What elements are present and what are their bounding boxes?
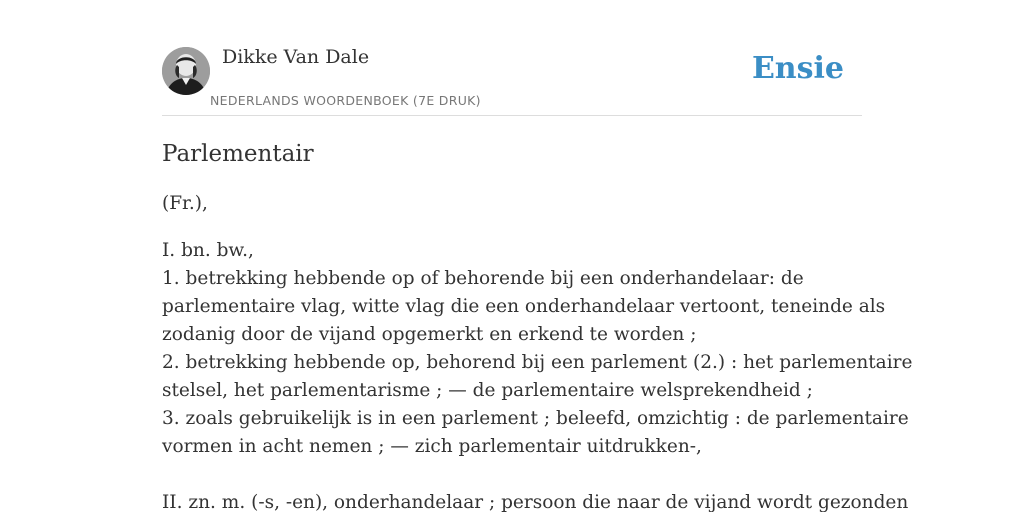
paragraph-spacer — [162, 461, 862, 489]
header — [162, 0, 862, 116]
author-name[interactable]: Dikke Van Dale — [222, 46, 370, 68]
dictionary-entry — [162, 139, 913, 512]
definition-line: II. zn. m. (-s, -en), onderhandelaar ; persoon die naar de vijand wordt gezonden — [162, 492, 909, 512]
entry-title: Parlementair — [162, 141, 314, 167]
definition-line: I. bn. bw., — [162, 240, 254, 261]
definition-line: zodanig door de vijand opgemerkt en erkend te worden ; — [162, 324, 697, 345]
definition-line: 1. betrekking hebbende op of behorende bij een onderhandelaar: de — [162, 268, 804, 289]
definition-line: 3. zoals gebruikelijk is in een parlement ; beleefd, omzichtig : de parlementaire — [162, 408, 909, 429]
source-label[interactable]: NEDERLANDS WOORDENBOEK (7E DRUK) — [210, 93, 481, 108]
definition-line: parlementaire vlag, witte vlag die een onderhandelaar vertoont, teneinde als — [162, 296, 886, 317]
ensie-logo[interactable]: Ensie — [751, 51, 844, 86]
definition-line: vormen in acht nemen ; — zich parlementair uitdrukken-, — [162, 436, 702, 457]
author-avatar[interactable] — [162, 47, 210, 95]
portrait-icon — [162, 47, 210, 95]
definition-line: 2. betrekking hebbende op, behorend bij een parlement (2.) : het parlementaire — [162, 352, 913, 373]
entry-definition — [162, 237, 913, 512]
definition-line: stelsel, het parlementarisme ; — de parlementaire welsprekendheid ; — [162, 380, 813, 401]
entry-origin: (Fr.), — [162, 193, 208, 214]
